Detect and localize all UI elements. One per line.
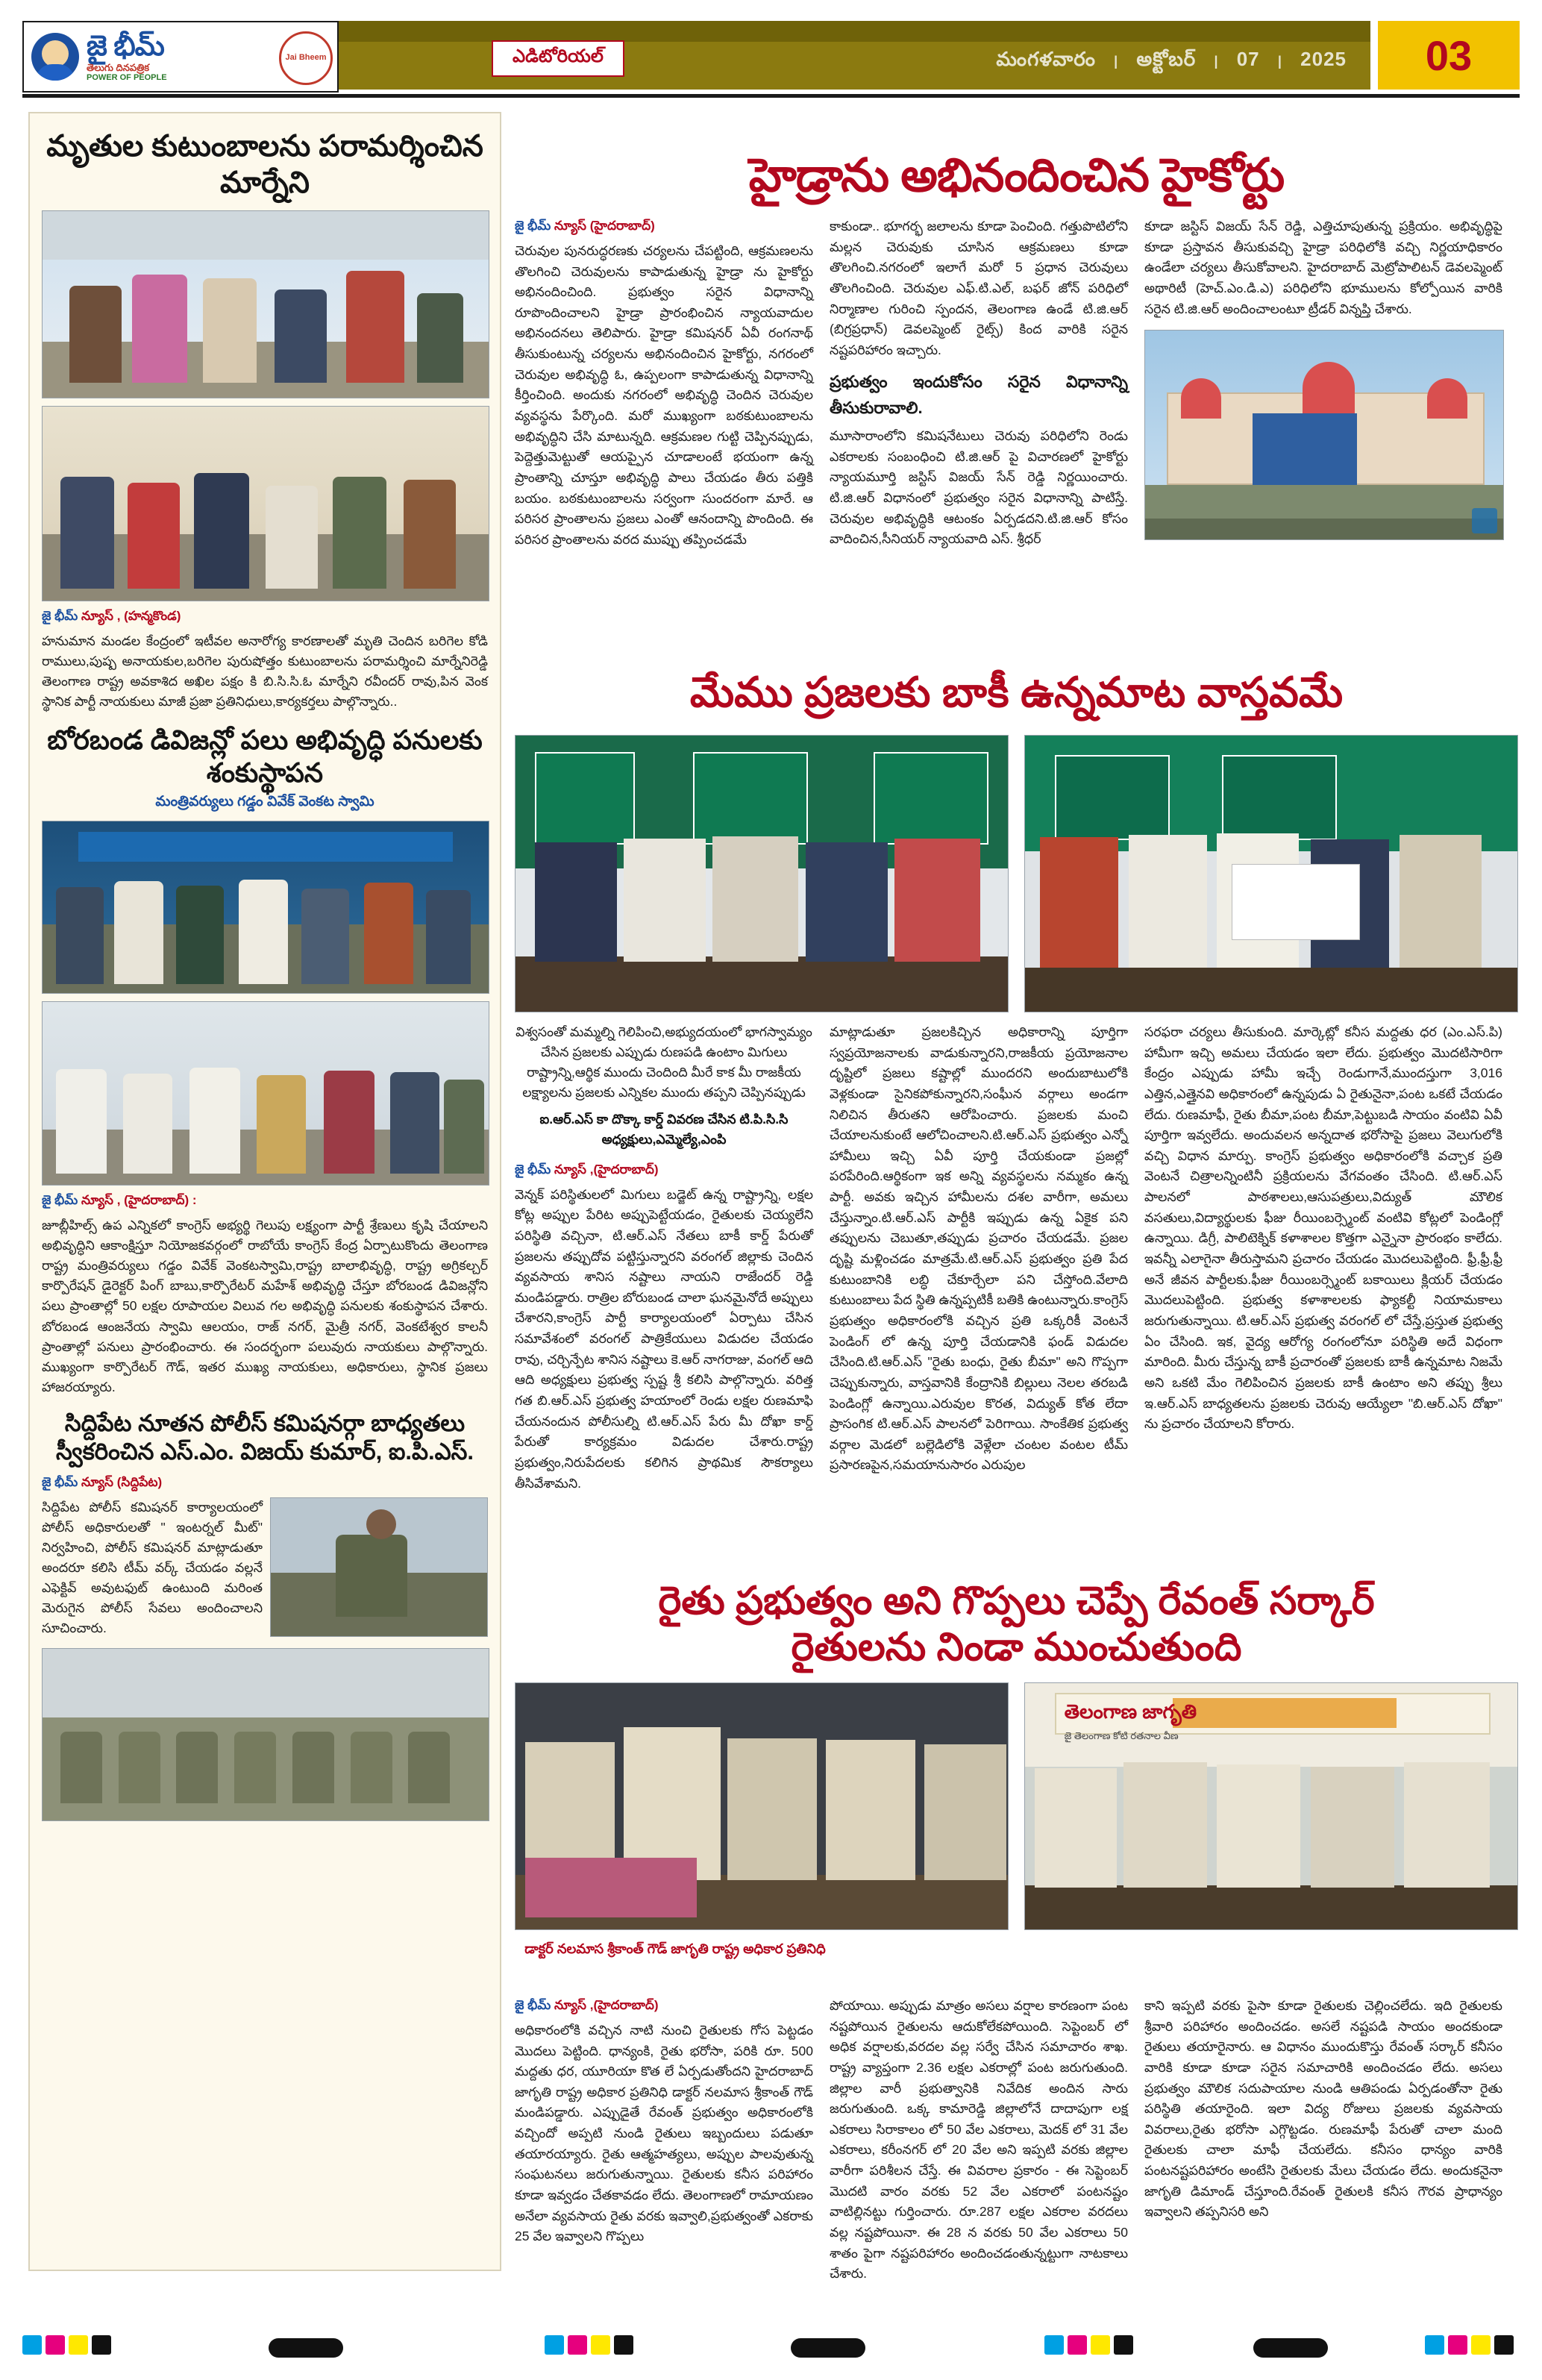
left-story3-byline [42, 1475, 488, 1493]
bc-byline-brand: జై భీమ్ [515, 1162, 551, 1177]
bc-col-1 [515, 1022, 813, 1494]
portrait-icon [31, 33, 79, 81]
left-story2-byline [42, 1193, 488, 1211]
bc-byline [515, 1160, 813, 1180]
paper-tagline: POWER OF PEOPLE [87, 72, 167, 82]
left-story3-byline-brand: జై భీమ్ [42, 1474, 78, 1489]
farmer-photos [515, 1682, 1518, 1929]
left-story2-subhead: మంత్రివర్యులు గడ్డం వివేక్ వెంకట స్వామి [155, 793, 374, 809]
left-photo-2 [42, 406, 489, 601]
black-bar-1 [269, 2338, 343, 2358]
farmer-photo-2 [1024, 1682, 1518, 1930]
left-photo-3 [42, 821, 489, 994]
hydra-body-3: కూడా జస్టిస్ విజయ్ సేన్ రెడ్డి, ఎత్తిచూపుతున్న ప్రక్రియం. అభివృద్ధిపై కూడా ప్రస్తావన తీసుకువచ్చి హైడ్రా పరిధిలోకి వచ్చి నిర్ణయాధికారం ఉండేలా చర్యలు తీసుకోవాలని. హైదరాబాద్ మెట్రోపాలిటన్ డెవలప్మెంట్ అథారిటీ (హెచ్.ఎం.డి.ఎ) పరిధిలోని భూములను కోల్పోయిన వారికి సరైన టి.జి.ఆర్ అందించాలంటూ ట్రీడర్ విన్నప్తి చేశారు. [1144, 219, 1502, 316]
farmer-photo-caption: డాక్టర్ నలమాస శ్రీకాంత్ గౌడ్ జాగృతి రాష్ట్ర అధికార ప్రతినిధి [524, 1941, 826, 1956]
black-bar-3 [1253, 2338, 1328, 2358]
bc-photo-1 [515, 735, 1009, 1012]
masthead-logo-block [22, 21, 339, 93]
bc-columns [515, 1022, 1518, 1494]
hydra-body-1: చెరువుల పునరుద్ధరణకు చర్యలను చేపట్టింది, ఆక్రమణలను తొలగించి చెరువులను కాపాడుతున్న హైడ్రా ను హైకోర్టు అభినందించింది. ప్రభుత్వం సరైన విధానాన్ని రూపొందించాలని హైడ్రా ప్రారంభించిన న్యాయవాదుల అభినందనలు తెలిపారు. హైడ్రా కమిషనర్ ఏవీ రంగనాథ్ తీసుకుంటున్న చర్యలను అభినందించిన హైకోర్టు, నగరంలో చెరువుల అభివృద్ధి ఓ, ఉప్పలంగా కాపాడుతున్న విధానాన్ని కీర్తించింది. అందుకు నగరంలో అభివృద్ధి చెందిన చెరువుల వ్యవస్థను పేర్కొంది. మరో ముఖ్యంగా బఠకుటుంబాలను అభివృద్ధిని చేసి మాటున్నది. ఆక్రమణల గుట్టి చెప్పినప్పుడు, పెద్దెత్తుమెట్టుతో ఆయప్పైన చూడాలంటే భయంగా ఉన్న ప్రాంతాన్ని చూస్తూ అభివృద్ధి పాలు చేయడం తీరు పత్తికి బయం. బఠకుటుంబాలను సర్వంగా సుందరంగా మారే. ఆ పరిసర ప్రాంతాలను ప్రజలు ఎంతో ఆనందాన్ని పొందింది. ఈ పరిసర ప్రాంతాలను వరద ముప్పు తప్పించడమే [515, 242, 813, 547]
bc-photos [515, 735, 1518, 1011]
hydra-col-3 [1144, 216, 1502, 540]
bc-body-2: మాట్లాడుతూ ప్రజలకిచ్చిన అధికారాన్ని పూర్తిగా స్వప్రయోజనాలకు వాడుకున్నారని,రాజకీయ ప్రయోజనాల దృష్టిలో ప్రజలు కష్టాల్లో ముందరని అందుబాటులోకి వెళ్లకుండా సైనికపోకున్నారని,సంఘీన వర్గాలు అండగా నిలిచిన తీరుతని ఆరోపించారు. ప్రజలకు మంచి చేయాలనుకుంటే ఆలోచించాలని.టి.ఆర్.ఎస్ ప్రభుత్వం ఎన్నో హామీలు ఇచ్చి ఏవీ పూర్తి చేయకుండా ప్రజల్లో పరపేరింది.ఆర్థికంగా ఇక అన్ని వ్యవస్థలను నమ్మకం ఉన్న పార్టీ. అవకు ఇచ్చిన హామీలను దశల వారీగా, అమలు చేస్తున్నాం.టి.ఆర్.ఎస్ పార్టీకి ఇప్పుడు ఉన్న ఏకైక పని తప్పులను చెబుతూ,తప్పుడు ప్రచారం చేయడమే. ప్రజల దృష్టి మళ్లించడం మాత్రమే.టి.ఆర్.ఎస్ ప్రభుత్వం ప్రతి పేద కుటుంబానికి లబ్ధి చేకూర్చేలా పని చేస్తోంది.వేలాది కుటుంబాలు పేద స్థితి ఉన్నప్పటికీ బతికి ఉంటున్నారు.కాంగ్రెస్ ప్రభుత్వం అధికారంలోకి వచ్చిన ప్రతి ఒక్కరికీ వెంటనే పెండింగ్ లో ఉన్న పూర్తి చేయడానికి ఫండ్ విడుదల చేసింది.టి.ఆర్.ఎస్ "రైతు బంధు, రైతు బీమా" అని గొప్పగా చెప్పుకున్నారు, వాస్తవానికి కేంద్రానికి బిల్లులు నెలల తరబడి పెండింగ్లో ఉన్నాయి.ఎరువుల కొరత, విద్యుత్ కోత లేదా ప్రాసంగిక టి.ఆర్.ఎస్ పాలనలో పెరిగాయి. సాంకేతిక ప్రభుత్వ వర్గాల మెడలో బల్లెడిలోకి వెళ్లేలా చంటల వంటల టీమ్ ప్రసారణపైన,సమయానుసారం ఎరుపుల [830, 1024, 1128, 1473]
color-swatches-3 [1044, 2335, 1137, 2361]
farmer-headline [515, 1578, 1518, 1671]
paper-title: జై భీమ్ [87, 30, 164, 62]
page-number: 03 [1425, 31, 1473, 79]
bc-headline: మేము ప్రజలకు బాకీ ఉన్నమాట వాస్తవమే [689, 668, 1344, 715]
farmer-photo-1 [515, 1682, 1009, 1930]
bc-photo-2 [1024, 735, 1518, 1012]
bc-col-3 [1144, 1022, 1502, 1435]
color-swatches-4 [1425, 2335, 1517, 2361]
left-story1-byline [42, 609, 488, 627]
issue-date [990, 48, 1353, 75]
bc-body-1: వెన్నక్ పరిస్థితులలో మిగులు బడ్జెట్ ఉన్న రాష్ట్రాన్ని, లక్షల కోట్ల అప్పుల పేరిట అప్పుపెట్టేయడం, రైతులకు చెయ్యలేని పరిస్థితి వచ్చినా, టి.ఆర్.ఎస్ నేతలు బాకీ కార్డ్ పేరుతో ప్రజలను తప్పుదోవ పట్టిస్తున్నారని వరంగల్ జిల్లాకు చెందిన వ్యవసాయ శానిస నష్టాలు నాయని రాజేందర్ రెడ్డి మండిపడ్డారు. రాత్రిల బోరుబండ చాలా ఘనమైనోదే అప్పులు చేశారని,కాంగ్రెస్ పార్టీ కార్యాలయంలో ఏర్పాటు చేసిన సమావేశంలో వరంగల్ పాత్రికేయులు విడుదల చేయడం రావు, చర్చిన్పేట శానిస నష్టాలు కె.ఆర్ నాగరాజు, వంగల్ ఆది ఆది అధ్యక్షులు ప్రభుత్వ స్పష్ట శ్రీ కలిసి పాల్గొన్నారు. వరిత్త గత బి.ఆర్.ఎస్ ప్రభుత్వ హయాంలో రెండు లక్షల రుణమాఫి చేయనందున పోలీసుల్ని టి.ఆర్.ఎస్ పేరు మీ దోఖా కార్డ్ పేరుతో కార్యక్రమం విడుదల చేశారు.రాష్ట్ర ప్రభుత్వం,నిరుపేదలకు కలిగిన ప్రాథమిక సౌకర్యాలు తీసివేశామని. [515, 1186, 813, 1491]
hydra-columns [515, 216, 1518, 550]
bc-pullquote-author: ఐ.ఆర్.ఎస్ కా దొక్కా కార్డ్ వివరణ చేసిన టి.పి.సి.సి అధ్యక్షులు,ఎమ్మెల్యే,ఎంపి [539, 1111, 789, 1147]
left-photo-6 [42, 1648, 489, 1821]
left-story3-body: సిద్దిపేట పోలీస్ కమిషనర్ కార్యాలయంలో పోలీస్ అధికారులతో " ఇంటర్నల్ మీట్" నిర్వహించి, పోలీస్ కమిషనర్ మాట్లాడుతూ అందరూ కలిసి టీమ్ వర్క్ చేయడం వల్లనే ఎఫెక్టివ్ అవుటఫుట్ ఉంటుంది మరింత మెరుగైన పోలీస్ సేవలు అందించాలని సూచించారు. [42, 1499, 263, 1636]
paper-badge-label: Jai Bheem [279, 31, 333, 85]
bc-pullquote [515, 1022, 813, 1150]
masthead-strip [339, 21, 1370, 42]
section-tag: ఎడిటోరియల్ [492, 40, 624, 77]
farmer-byline [515, 1996, 813, 2016]
paper-subtitle: తెలుగు దినపత్రిక [87, 61, 150, 73]
farmer-col-3 [1144, 1996, 1502, 2223]
issue-day: 07 [1236, 48, 1260, 70]
bc-pullquote-text: విశ్వసంతో మమ్మల్ని గెలిపించి,అభ్యుదయంలో భాగస్వామ్యం చేసిన ప్రజలకు ఎప్పుడు రుణపడి ఉంటాం మిగులు రాష్ట్రాన్ని,ఆర్థిక ముందు చెందింది మీరే కాక మీ రాజకీయ లక్ష్యాలను ప్రజలకు ఎన్నికల ముందు తప్పని చెప్పినప్పుడు [515, 1024, 812, 1100]
masthead-banner [339, 21, 1370, 90]
left-story1-body: హనుమాన మండల కేంద్రంలో ఇటీవల అనారోగ్య కారణాలతో మృతి చెందిన బరిగెల కోడి రాములు,పుష్ప అనాయకుల,బరిగెల పురుషోత్తం కుటుంబాలను పరామర్శించి మార్నేనిరెడ్డి తెలంగాణ రాష్ట్ర అవకాశిద అఖిల పక్షం కి బి.సి.సి.ఓ మార్నేని రవీందర్ రావు,పిన వెంక స్థానిక పార్టీ నాయకులు మాజీ ప్రజా ప్రతినిధులు,కార్యకర్తలు పాల్గొన్నారు.. [42, 633, 488, 709]
hydra-byline-rest: న్యూస్ (హైదరాబాద్) [554, 219, 655, 233]
left-story2-byline-rest: న్యూస్ , (హైదరాబాద్) : [81, 1192, 197, 1207]
color-swatches-2 [545, 2335, 637, 2361]
hydra-byline [515, 216, 813, 237]
hydra-subhead: ప్రభుత్వం ఇందుకోసం సరైన విధానాన్ని తీసుకురావాలి. [830, 372, 1128, 418]
farmer-col-2 [830, 1996, 1128, 2285]
bc-body-3: సరఫరా చర్యలు తీసుకుంది. మార్కెట్లో కనీస మద్దతు ధర (ఎం.ఎస్.పి) హామీగా ఇచ్చి అమలు చేయడం ఇలా లేదు. ప్రభుత్వం మొదటిసారిగా కేంద్రం ఎప్పుడు హామీ ఇచ్చే రెండుగానే,ముందస్తుగా 3,016 ఎత్తిన,ఎత్తైనవి అధికారంలో ఉన్నపుడు ఏ రైతునైనా,పంట ఒకటే చేయడం లేదు. రుణమాఫీ, రైతు బీమా,పంట బీమా,పెట్టుబడి సాయం వంటివి ఏవీ పూర్తిగా ఇవ్వలేదు. అందువలన అన్నదాత భరోసాపై ప్రజలు వెలుగులోకి వచ్చి విధాన మార్పు. కాంగ్రెస్ ప్రభుత్వం అధికారంలోకి వచ్చాక ప్రతి వెంటనే చిత్రాలన్నింటినీ ప్రక్రియలను వేగవంతం చేసింది. టి.ఆర్.ఎస్ పాలనలో పాఠశాలలు,ఆసుపత్రులు,విద్యుత్ మౌలిక వసతులు,విద్యార్థులకు ఫీజు రీయింబర్స్మెంట్ వంటివి కోట్లలో పెండింగ్లో ఉన్నాయి. డిగ్రీ, పాలిటెక్నిక్ కళాశాలల కొత్తగా ఎన్నైనా ప్రారంభం కాలేదు. ఇవన్నీ ఎలాగైనా తీరుస్తామని ప్రచారం చేయడం మొదలుపెట్టింది. ఫ్రీ,ఫ్రీ,ఫ్రీ అనే జీవన పార్టీలకు.ఫీజు రీయింబర్స్మెంట్ బకాయిలు క్లియర్ చేయడం మొదలుపెట్టింది. ప్రభుత్వ కళాశాలలకు ఫ్యాకల్టీ నియామకాలు జరుగుతున్నాయి. టి.ఆర్.ఎస్ ప్రభుత్వ వరంగల్ లో చేస్తే,ప్రస్తుత ప్రభుత్వ ఏం చేసింది. ఇక, వైద్య ఆరోగ్య రంగంలోనూ పరిస్థితి అదే విధంగా మారింది. మీరు చేస్తున్న బాకీ ప్రచారంతో ప్రజలకు బాకీ ఉన్నమాట నిజమే అని ఒకటి మేం గెలిపించిన ప్రజలకు బాకీ ఉంటాం అని తప్పు శ్రీలు ఇ.ఆర్.ఎస్ బాధ్యతలను ప్రజలకు చెరువు ఆయ్యేలా "బి.ఆర్.ఎస్ దోఖా" ను ప్రచారం చేయాలని కోరారు. [1144, 1024, 1503, 1432]
left-story3-byline-rest: న్యూస్ (సిద్దిపేట) [81, 1474, 163, 1489]
color-swatches-1 [22, 2335, 115, 2361]
black-bar-2 [791, 2338, 865, 2358]
hydra-byline-brand: జై భీమ్ [515, 219, 551, 233]
date-sep-3: | [1277, 54, 1282, 69]
issue-weekday: మంగళవారం [996, 48, 1096, 70]
farmer-body-1: అధికారంలోకి వచ్చిన నాటి నుంచి రైతులకు గోస పెట్టడం మొదలు పెట్టింది. ధాన్యంకి, రైతు భరోసా, పరికి రూ. 500 మద్దతు ధర, యూరియా కొత లే ఏర్పడుతోందని హైదరాబాద్ జాగృతి రాష్ట్ర అధికార ప్రతినిధి డాక్టర్ నలమాస శ్రీకాంత్ గౌడ్ మండిపడ్డారు. ఎప్పుడైతే రేవంత్ ప్రభుత్వం అధికారంలోకి వచ్చిందో అప్పటి నుండి రైతులు ఇబ్బందులు పడుతూ తయారయ్యారు. రైతు ఆత్మహత్యలు, అప్పుల పాలవుతున్న సంఘటనలు జరుగుతున్నాయి. రైతులకు కనీస పరిహారం కూడా ఇవ్వడం చేతకావడం లేదు. తెలంగాణలో రామాయణం అనేలా వ్యవసాయ రైతు వరకు ఇవ్వాలి,ప్రభుత్వంతో ఎకరాకు 25 వేల ఇవ్వాలని గొప్పలు [515, 2022, 813, 2244]
farmer-headline-line1: రైతు ప్రభుత్వం అని గొప్పలు చెప్పే రేవంత్ సర్కార్ [658, 1579, 1375, 1623]
left-photo-4 [42, 1001, 489, 1186]
farmer-columns [515, 1996, 1518, 2285]
hydra-col-2 [830, 216, 1128, 550]
left-story1-byline-brand: జై భీమ్ [42, 608, 78, 623]
left-column [28, 112, 501, 2271]
farmer-col-1 [515, 1996, 813, 2247]
date-sep-1: | [1114, 54, 1119, 69]
bc-byline-rest: న్యూస్ ,(హైదరాబాద్) [554, 1162, 659, 1177]
left-story2-body: జూబ్లీహిల్స్ ఉప ఎన్నికలో కాంగ్రెస్ అభ్యర్థి గెలుపు లక్ష్యంగా పార్టీ శ్రేణులు కృషి చేయాలని అభివృద్ధిని ఆకాంక్షిస్తూ నియోజకవర్గంలో రాబోయే కాంగ్రెస్ కేంద్ర ఏర్పాటుకొందు తెలంగాణ రాష్ట్ర మంత్రివర్యులు గడ్డం వివేక్ వెంకటస్వామి,రాష్ట్ర బాలాభివృద్ధి, రాష్ట్ర అగ్రికల్చర్ కార్పొరేషన్ డైరెక్టర్ పింగ్ బాబు,కార్పొరేటర్ మహేశ్ అభివృద్ధి చేస్తూ బోరబండ డివిజన్లోని పలు ప్రాంతాల్లో 50 లక్షల రూపాయల విలువ గల అభివృద్ధి పనులకు శంకుస్థాపన చేశారు. బోరబండ ఆంజనేయ స్వామి ఆలయం, రాజ్ నగర్, మైత్రీ నగర్, వెంకటేశ్వర కాలనీ ప్రాంతాల్లో పనులు ప్రారంభించారు. ఈ సందర్భంగా పలువురు నాయకులు పాల్గొన్నారు. ముఖ్యంగా కార్పొరేటర్ గౌడ్, ఇతర ముఖ్య నాయకులు, అధికారులు, స్థానిక ప్రజలు హాజరయ్యారు. [42, 1217, 488, 1394]
farmer-banner-sub: జై తెలంగాణ కోటి రతనాల వీణ [1064, 1729, 1179, 1741]
left-photo-1 [42, 210, 489, 398]
left-story2-headline: బోరబండ డివిజన్లో పలు అభివృద్ధి పనులకు శంకుస్థాపన [47, 724, 483, 788]
left-story1-headline: మృతుల కుటుంబాలను పరామర్శించిన మార్నేని [46, 130, 483, 199]
hydra-headline: హైడ్రాను అభినందించిన హైకోర్టు [748, 150, 1285, 201]
page-number-box [1378, 21, 1520, 90]
hydra-photo-highcourt [1144, 330, 1504, 540]
print-registration-bar [22, 2335, 1520, 2361]
farmer-byline-brand: జై భీమ్ [515, 1998, 551, 2012]
issue-year: 2025 [1300, 48, 1347, 70]
farmer-body-2: పోయాయి. అప్పుడు మాత్రం అసలు వర్షాల కారణంగా పంట నష్టపోయిన రైతులను ఆదుకోలేకపోయింది. సెప్టెంబర్ లో అధిక వర్షాలకు,వరదల వల్ల సర్వే చేసిన సమాచారం శాఖ. రాష్ట్ర వ్యాప్తంగా 2.36 లక్షల ఎకరాల్లో పంట జరుగుతుంది. జిల్లాల వారీ ప్రభుత్వానికి నివేదిక అందిన సారు జరుగుతుంది. ఒక్క కామారెడ్డి జిల్లాలోనే దాదాపుగా లక్ష ఎకరాలు సిరాకాలం లో 50 వేల ఎకరాలు, మెదక్ లో 31 వేల ఎకరాలు, కరీంనగర్ లో 20 వేల అని ఇప్పటి వరకు జిల్లాల వారీగా పరిశీలన చేస్తే. ఈ వివరాల ప్రకారం - ఈ సెప్టెంబర్ మొదటి వారం వరకు 52 వేల ఎకరాలో పంటనష్టం వాటిల్లినట్టు గుర్తించారు. రూ.287 లక్షల ఎకరాల వరదలు వల్ల నష్టపోయినా. ఈ 28 న వరకు 50 వేల ఎకరాలు 50 శాతం పైగా నష్టపరిహారం అందించడంతున్నట్టుగా నాటకాలు చేశారు. [830, 1998, 1128, 2282]
masthead [22, 21, 1520, 90]
farmer-headline-line2: రైతులను నిండా ముంచుతుంది [791, 1626, 1242, 1670]
left-story2-byline-brand: జై భీమ్ [42, 1192, 78, 1207]
hydra-body-2: కాకుండా.. భూగర్భ జలాలను కూడా పెంచింది. గత్తుపొటిలోని మల్లన చెరువుకు చూసిన ఆక్రమణలు కూడా తొలగించి.నగరంలో ఇలాగే మరో 5 ప్రధాన చెరువులు తొలగించింది. చెరువుల ఎఫ్.టి.ఎల్, బఫర్ జోన్ పరిధిలో నిర్మాణాల గురించి స్పందన, తెలంగాణ ఉండే టి.జి.ఆర్ (బిగ్రప్రధాన్) డెవలప్మెంట్ రైట్స్) కింద వారికి సరైన నష్టపరిహారం ఇచ్చారు. [830, 219, 1128, 357]
masthead-rule [22, 94, 1520, 98]
farmer-banner-text: తెలంగాణ జాగృతి [1064, 1700, 1197, 1723]
bc-col-2 [830, 1022, 1128, 1476]
left-story1-byline-rest: న్యూస్ , (హన్మకొండ) [81, 608, 181, 623]
date-sep-2: | [1214, 54, 1219, 69]
paper-badge [279, 31, 331, 84]
hydra-body-2b: మూసారాంలోని కమిషనేటులు చెరువు పరిధిలోని రెండు ఎకరాలకు సంబంధించి టి.జి.ఆర్ పై విచారణలో హైకోర్టు న్యాయమూర్తి జస్టిస్ విజయ్ సేన్ రెడ్డి నిర్ణయించారు. టి.జి.ఆర్ విధానంలో ప్రభుత్వం సరైన విధానాన్ని పాటిస్తే. చెరువుల అభివృద్ధికి ఆటంకం ఏర్పడదని.టి.జి.ఆర్ కోసం వాదించిన,సీనియర్ న్యాయవాది ఎస్. శ్రీధర్ [830, 428, 1128, 547]
left-story3-headline: సిద్దిపేట నూతన పోలీస్ కమిషనర్గా బాధ్యతలు స్వీకరించిన ఎస్.ఎం. విజయ్ కుమార్, ఐ.పి.ఎస్. [55, 1410, 474, 1465]
farmer-body-3: కాని ఇప్పటి వరకు పైసా కూడా రైతులకు చెల్లించలేదు. ఇది రైతులకు శ్రీవారి పరిహారం అందించడం. అసలే నష్టపడి సాయం అందకుండా రైతులు తయారైనారు. ఆ విధానం ముందుకొస్తు రేవంత్ సర్కార్ కనీసం వారికి కూడా కూడా సరైన సమాచారికి అందించడం లేదు. అసలు ప్రభుత్వం మౌలిక సదుపాయాల నుండి ఆతిపండు ఏర్పడంతోనా రైతు పరిస్థితి తయారైంది. ఇలా విద్య రోజులు ప్రజలకు వ్యవసాయ వివరాలు,రైతు భరోసా ఎగ్గొట్టడం. రుణమాఫీ పేరుతో చాలా మంది రైతులకు చాలా మాఫీ చేయలేదు. కనీసం ధాన్యం వారికి పంటనష్టపరిహారం అంటేసి రైతులకు మేలు చేయడం లేదు. అందుకనైనా జాగృతి డిమాండ్ చేస్తూంది.రేవంత్ రైతులకి కనీస గౌరవ ప్రాధాన్యం ఇవ్వాలని తప్పనిసరి అని [1144, 1998, 1502, 2220]
issue-month: అక్టోబర్ [1136, 48, 1197, 70]
left-photo-5 [270, 1497, 488, 1637]
farmer-byline-rest: న్యూస్ ,(హైదరాబాద్) [554, 1998, 659, 2012]
hydra-col-1 [515, 216, 813, 550]
